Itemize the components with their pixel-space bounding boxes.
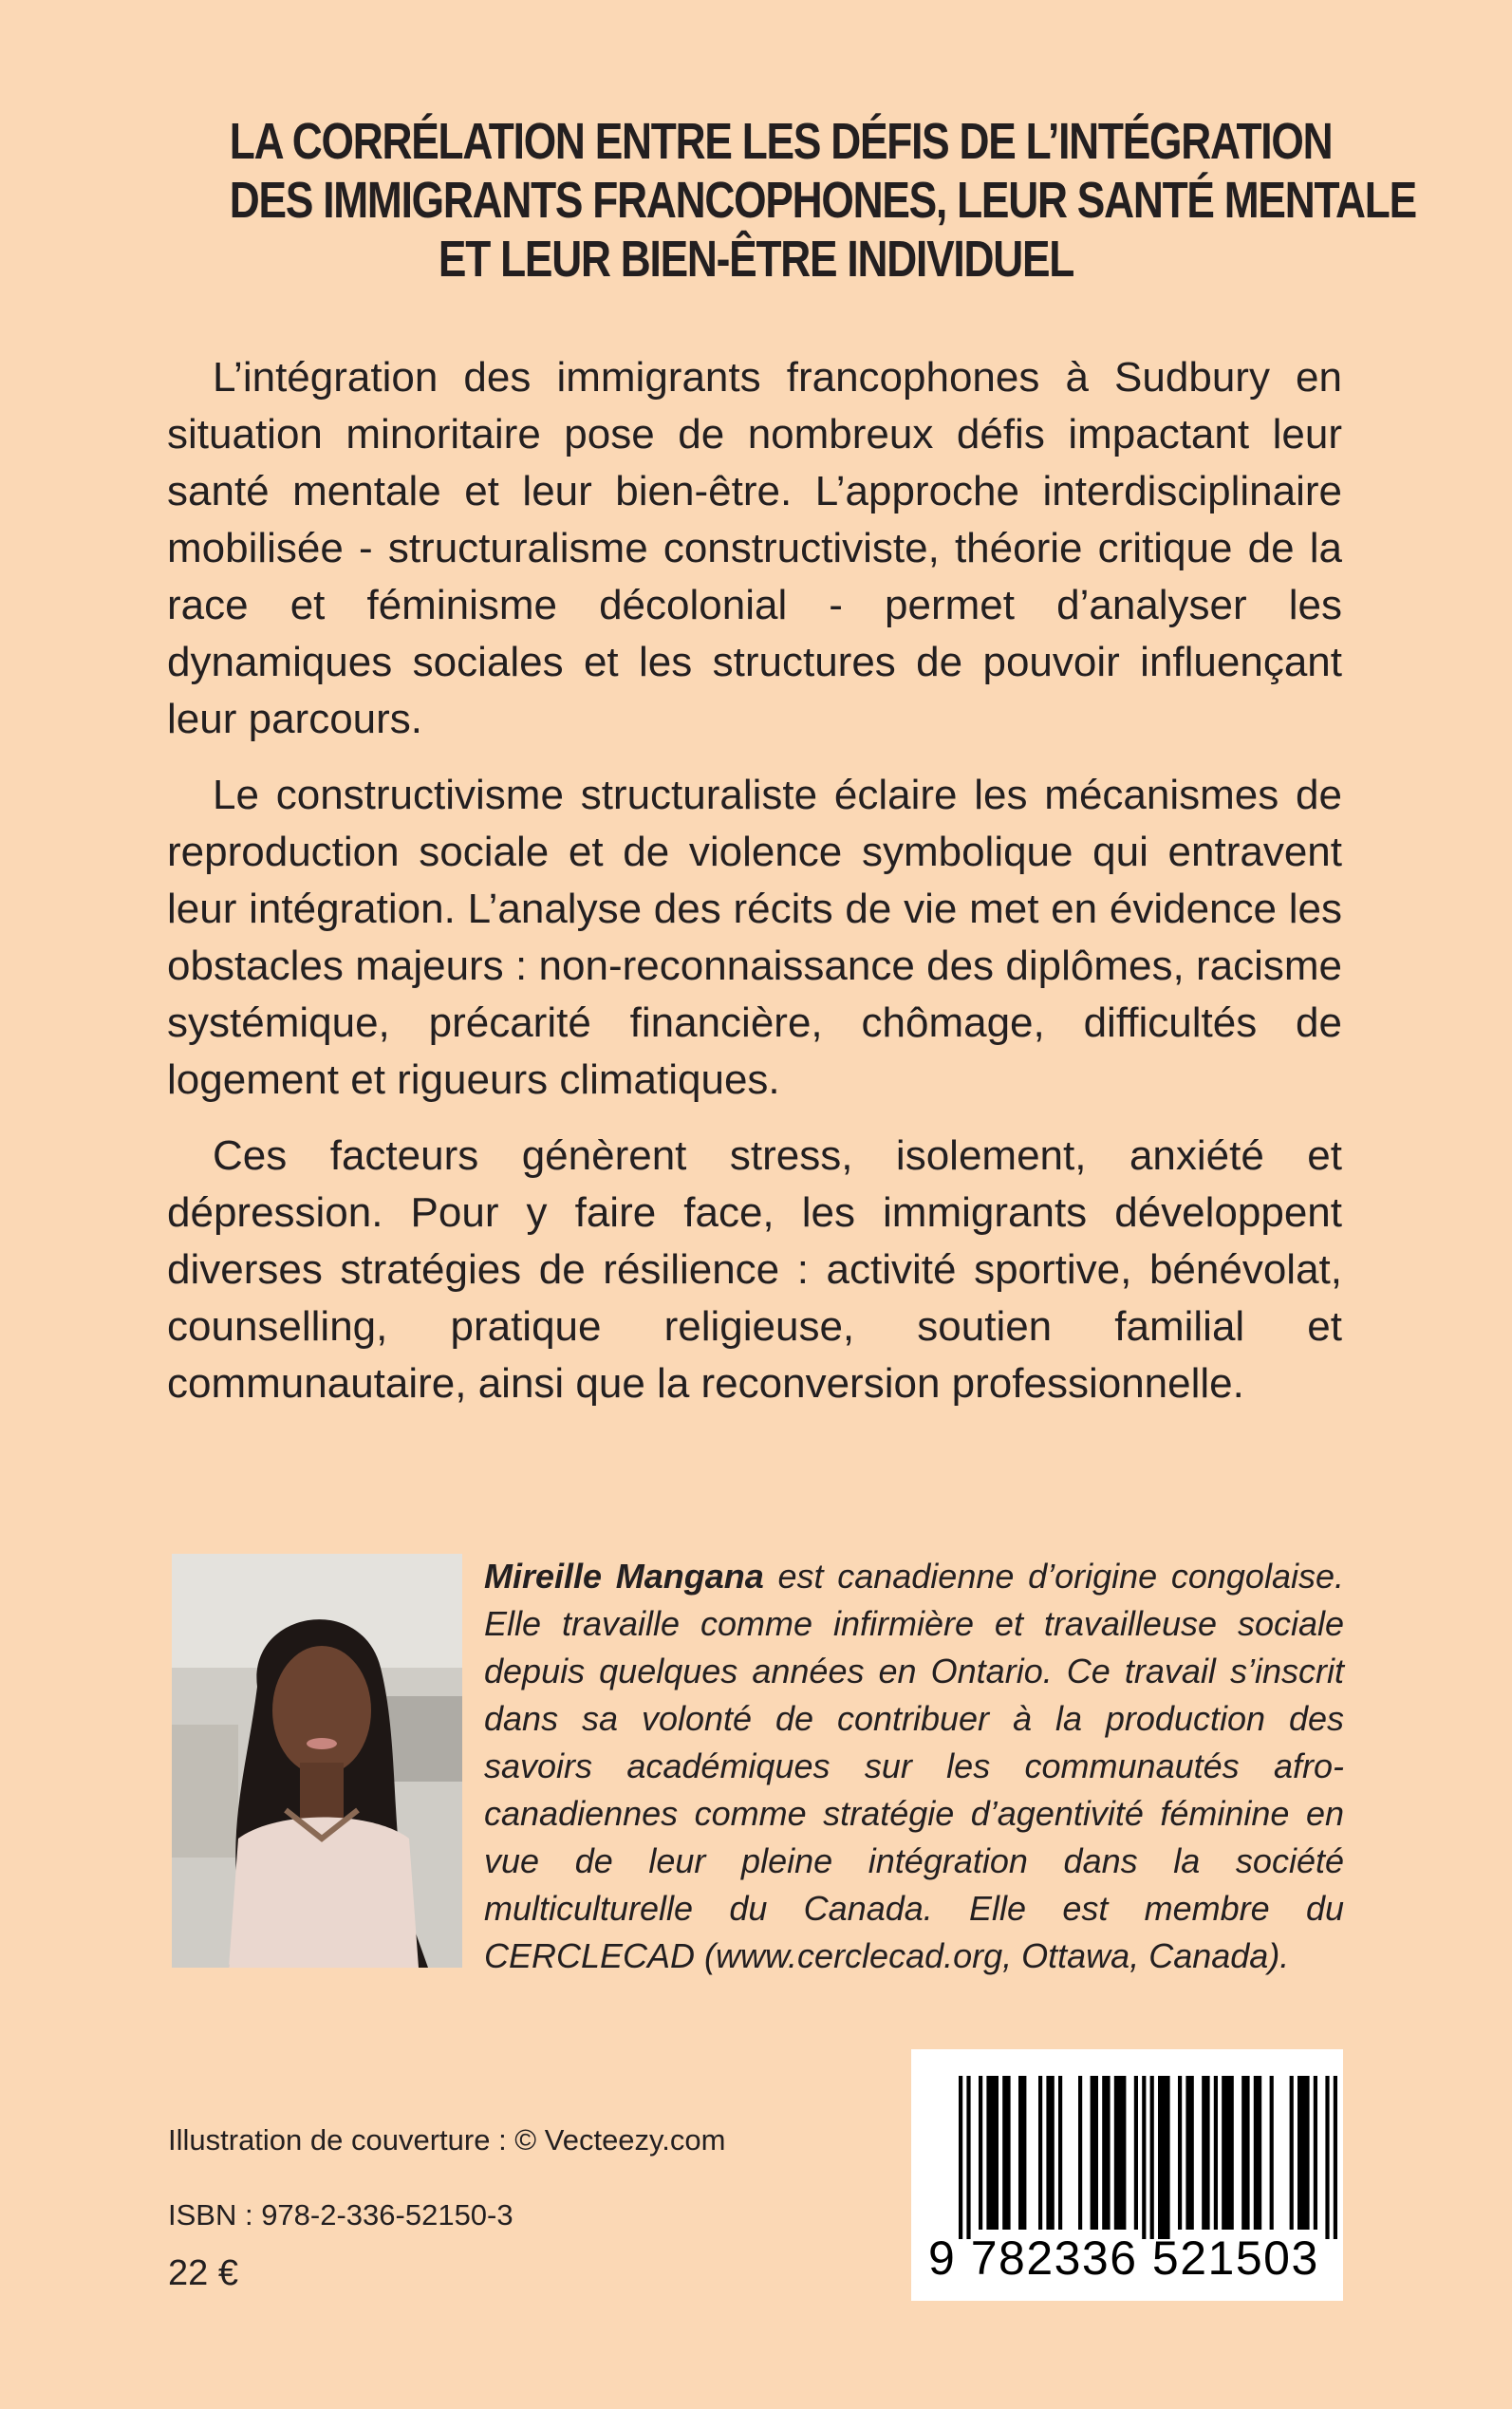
title-line-1: LA CORRÉLATION ENTRE LES DÉFIS DE L’INTÉGRATION [229, 113, 1333, 170]
barcode-bar [1254, 2076, 1261, 2230]
barcode-bar [1158, 2076, 1170, 2239]
barcode-bar [1241, 2076, 1249, 2230]
barcode-bar [1185, 2076, 1193, 2230]
price: 22 € [168, 2253, 238, 2293]
barcode-bar [979, 2076, 982, 2230]
barcode-bar [1018, 2076, 1026, 2230]
summary-paragraph-1: L’intégration des immigrants francophones à Sudbury en situation minoritaire pose de nombreux défis impactant leur santé mentale et leur bien-être. L’approche interdisciplinaire mobilisée - structuralisme constructiviste, théorie critique de la race et féminisme décolonial - permet d’analyser les dynamiques sociales et les structures de pouvoir influençant leur parcours. [167, 354, 1342, 742]
barcode-bar [1038, 2076, 1042, 2230]
author-name: Mireille Mangana [484, 1557, 764, 1596]
title-line-2: DES IMMIGRANTS FRANCOPHONES, LEUR SANTÉ MENTALE [229, 172, 1416, 229]
summary-paragraph-2: Le constructivisme structuraliste éclaire les mécanismes de reproduction sociale et de violence symbolique qui entravent leur intégration. L’analyse des récits de vie met en évidence les obstacles majeurs : non-reconnaissance des diplômes, racisme systémique, précarité financière, chômage, difficultés de logement et rigueurs climatiques. [167, 772, 1342, 1103]
barcode-bar [1002, 2076, 1010, 2230]
summary-text [167, 349, 1342, 1431]
book-title [229, 112, 1416, 289]
barcode-bar [1114, 2076, 1127, 2230]
barcode-bar [1297, 2076, 1310, 2230]
barcode-bar [1091, 2076, 1098, 2230]
barcode-bar [959, 2076, 962, 2239]
barcode-bar [1134, 2076, 1138, 2230]
barcode-bar [1058, 2076, 1062, 2230]
barcode-bar [986, 2076, 999, 2230]
barcode-bar [1290, 2076, 1294, 2230]
barcode-bar [1178, 2076, 1182, 2230]
barcode-bar [1214, 2076, 1218, 2230]
barcode-bar [1334, 2076, 1337, 2239]
title-line-3: ET LEUR BIEN-ÊTRE INDIVIDUEL [438, 231, 1074, 288]
barcode-bar [1046, 2076, 1054, 2230]
barcode-bar [1325, 2076, 1329, 2239]
barcode-digits: 9 782336 521503 [928, 2232, 1319, 2285]
isbn: ISBN : 978-2-336-52150-3 [168, 2198, 513, 2232]
barcode-bar [1102, 2076, 1110, 2230]
barcode-bar [1314, 2076, 1317, 2230]
barcode-bar [966, 2076, 970, 2239]
barcode-bars [911, 2049, 1343, 2239]
barcode-bar [1142, 2076, 1146, 2239]
cover-credit: Illustration de couverture : © Vecteezy.com [168, 2123, 726, 2157]
author-bio [484, 1553, 1344, 1980]
barcode [911, 2049, 1343, 2301]
barcode-bar [1150, 2076, 1154, 2239]
barcode-bar [1270, 2076, 1274, 2230]
author-bio-text: est canadienne d’origine congolaise. Elle travaille comme infirmière et travailleuse sociale depuis quelques années en Ontario. Ce travail s’inscrit dans sa volonté de contribuer à la production des savoirs académiques sur les communautés afro-canadiennes comme stratégie d’agentivité féminine en vue de leur pleine intégration dans la société multiculturelle du Canada. Elle est membre du CERCLECAD (www.cerclecad.org, Ottawa, Canada). [484, 1557, 1344, 1975]
summary-paragraph-3: Ces facteurs génèrent stress, isolement, anxiété et dépression. Pour y faire face, les immigrants développent diverses stratégies de résilience : activité sportive, bénévolat, counselling, pratique religieuse, soutien familial et communautaire, ainsi que la reconversion professionnelle. [167, 1132, 1342, 1407]
barcode-bar [1202, 2076, 1209, 2230]
author-photo [172, 1554, 462, 1968]
barcode-bar [1222, 2076, 1234, 2230]
barcode-bar [1078, 2076, 1082, 2230]
